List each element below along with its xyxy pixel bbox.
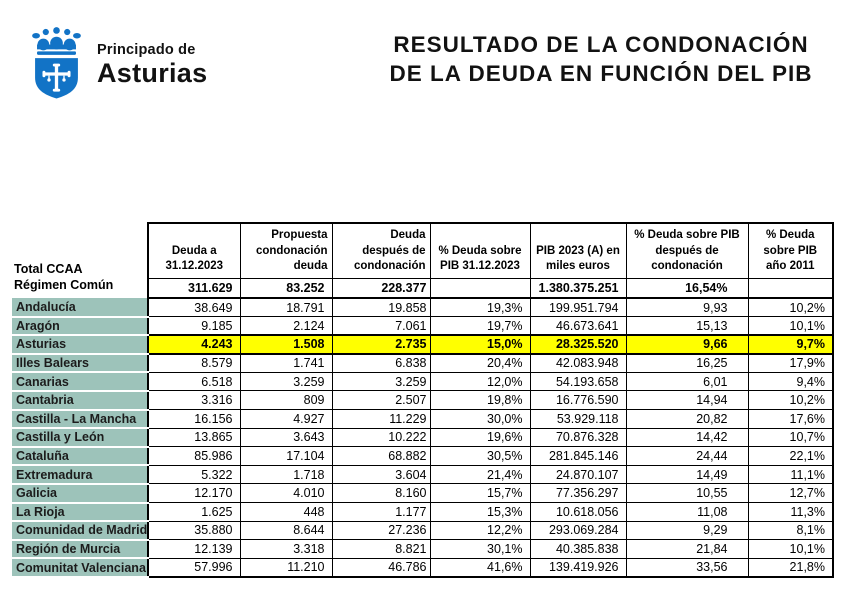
cell: 41,6% — [430, 558, 530, 577]
table-row — [12, 372, 833, 391]
column-header-3: % Deuda sobre PIB 31.12.2023 — [430, 223, 530, 278]
cell: 57.996 — [148, 558, 240, 577]
table-row — [12, 354, 833, 373]
cell: 10,1% — [748, 540, 833, 559]
cell: 20,4% — [430, 354, 530, 373]
cell: 10,2% — [748, 298, 833, 317]
region-label: La Rioja — [12, 503, 148, 522]
brand-line1: Principado de — [97, 42, 196, 58]
cell: 6.838 — [332, 354, 430, 373]
cell: 30,5% — [430, 447, 530, 466]
cell: 19,8% — [430, 391, 530, 410]
cell: 19,7% — [430, 317, 530, 336]
cell: 77.356.297 — [530, 484, 626, 503]
total-cell-0: 311.629 — [148, 278, 240, 298]
table-row — [12, 298, 833, 317]
cell: 13.865 — [148, 428, 240, 447]
cell: 30,0% — [430, 410, 530, 429]
column-header-1: Propuesta condonación deuda — [240, 223, 332, 278]
table-body — [12, 298, 833, 577]
cell: 3.259 — [332, 372, 430, 391]
cell: 19.858 — [332, 298, 430, 317]
cell: 19,6% — [430, 428, 530, 447]
cell: 1.508 — [240, 335, 332, 354]
region-label: Galicia — [12, 484, 148, 503]
table-row — [12, 391, 833, 410]
cell: 15,13 — [626, 317, 748, 336]
cell: 7.061 — [332, 317, 430, 336]
cell: 1.718 — [240, 465, 332, 484]
cell: 448 — [240, 503, 332, 522]
cell: 10,55 — [626, 484, 748, 503]
table-row — [12, 335, 833, 354]
table-row — [12, 410, 833, 429]
cell: 9,93 — [626, 298, 748, 317]
header-row — [12, 223, 833, 278]
cell: 16.776.590 — [530, 391, 626, 410]
cell: 10.618.056 — [530, 503, 626, 522]
corner-label-line2: Régimen Común — [14, 277, 114, 292]
corner-label — [12, 223, 148, 298]
cell: 12,2% — [430, 521, 530, 540]
cell: 4.243 — [148, 335, 240, 354]
region-label: Aragón — [12, 317, 148, 336]
table-row — [12, 465, 833, 484]
cell: 1.177 — [332, 503, 430, 522]
cell: 9,4% — [748, 372, 833, 391]
cell: 9,7% — [748, 335, 833, 354]
table-row — [12, 503, 833, 522]
cell: 11.210 — [240, 558, 332, 577]
cell: 15,7% — [430, 484, 530, 503]
table-row — [12, 521, 833, 540]
region-label: Comunidad de Madrid — [12, 521, 148, 540]
total-cell-3 — [430, 278, 530, 298]
total-cell-5: 16,54% — [626, 278, 748, 298]
cell: 17,6% — [748, 410, 833, 429]
corner-label-line1: Total CCAA — [14, 262, 83, 276]
cell: 281.845.146 — [530, 447, 626, 466]
page-title-line2: DE LA DEUDA EN FUNCIÓN DEL PIB — [389, 60, 813, 86]
region-label: Canarias — [12, 372, 148, 391]
table-row — [12, 317, 833, 336]
cell: 19,3% — [430, 298, 530, 317]
cell: 11.229 — [332, 410, 430, 429]
cell: 17.104 — [240, 447, 332, 466]
cell: 9,66 — [626, 335, 748, 354]
cell: 8.579 — [148, 354, 240, 373]
cell: 17,9% — [748, 354, 833, 373]
region-label: Región de Murcia — [12, 540, 148, 559]
asturias-logo-icon — [29, 26, 84, 100]
cell: 1.741 — [240, 354, 332, 373]
cell: 12,7% — [748, 484, 833, 503]
cell: 10.222 — [332, 428, 430, 447]
cell: 11,3% — [748, 503, 833, 522]
cell: 16,25 — [626, 354, 748, 373]
cell: 40.385.838 — [530, 540, 626, 559]
debt-table — [12, 222, 834, 578]
region-label: Extremadura — [12, 465, 148, 484]
cell: 11,08 — [626, 503, 748, 522]
region-label: Castilla y León — [12, 428, 148, 447]
cell: 10,1% — [748, 317, 833, 336]
table-row — [12, 540, 833, 559]
cell: 1.625 — [148, 503, 240, 522]
cell: 53.929.118 — [530, 410, 626, 429]
cell: 14,49 — [626, 465, 748, 484]
cell: 85.986 — [148, 447, 240, 466]
cell: 46.673.641 — [530, 317, 626, 336]
cell: 15,0% — [430, 335, 530, 354]
column-header-2: Deuda después de condonación — [332, 223, 430, 278]
region-label: Castilla - La Mancha — [12, 410, 148, 429]
cell: 3.643 — [240, 428, 332, 447]
cell: 21,8% — [748, 558, 833, 577]
cell: 12.139 — [148, 540, 240, 559]
cell: 3.316 — [148, 391, 240, 410]
cell: 3.318 — [240, 540, 332, 559]
cell: 10,7% — [748, 428, 833, 447]
cell: 68.882 — [332, 447, 430, 466]
region-label: Illes Balears — [12, 354, 148, 373]
region-label: Cataluña — [12, 447, 148, 466]
cell: 27.236 — [332, 521, 430, 540]
cell: 24,44 — [626, 447, 748, 466]
cell: 8.821 — [332, 540, 430, 559]
region-label: Andalucía — [12, 298, 148, 317]
total-cell-4: 1.380.375.251 — [530, 278, 626, 298]
cell: 6,01 — [626, 372, 748, 391]
page-title — [368, 31, 834, 88]
column-header-4: PIB 2023 (A) en miles euros — [530, 223, 626, 278]
cell: 4.010 — [240, 484, 332, 503]
table-row — [12, 558, 833, 577]
cell: 8,1% — [748, 521, 833, 540]
cell: 35.880 — [148, 521, 240, 540]
cell: 12,0% — [430, 372, 530, 391]
cell: 70.876.328 — [530, 428, 626, 447]
total-cell-1: 83.252 — [240, 278, 332, 298]
column-header-0: Deuda a 31.12.2023 — [148, 223, 240, 278]
region-label: Cantabria — [12, 391, 148, 410]
cell: 3.259 — [240, 372, 332, 391]
cell: 38.649 — [148, 298, 240, 317]
page-title-line1: RESULTADO DE LA CONDONACIÓN — [393, 32, 809, 57]
cell: 9.185 — [148, 317, 240, 336]
cell: 15,3% — [430, 503, 530, 522]
cell: 8.160 — [332, 484, 430, 503]
cell: 21,84 — [626, 540, 748, 559]
cell: 21,4% — [430, 465, 530, 484]
cell: 33,56 — [626, 558, 748, 577]
region-label: Comunitat Valenciana — [12, 558, 148, 577]
cell: 9,29 — [626, 521, 748, 540]
cell: 6.518 — [148, 372, 240, 391]
brand-block — [29, 26, 207, 100]
cell: 11,1% — [748, 465, 833, 484]
cell: 14,42 — [626, 428, 748, 447]
cell: 14,94 — [626, 391, 748, 410]
debt-table-wrapper — [12, 222, 834, 578]
region-label: Asturias — [12, 335, 148, 354]
cell: 293.069.284 — [530, 521, 626, 540]
cell: 4.927 — [240, 410, 332, 429]
brand-line2: Asturias — [97, 57, 208, 88]
table-row — [12, 484, 833, 503]
cell: 809 — [240, 391, 332, 410]
cell: 16.156 — [148, 410, 240, 429]
cell: 24.870.107 — [530, 465, 626, 484]
cell: 2.735 — [332, 335, 430, 354]
table-row — [12, 447, 833, 466]
cell: 5.322 — [148, 465, 240, 484]
cell: 42.083.948 — [530, 354, 626, 373]
table-row — [12, 428, 833, 447]
cell: 46.786 — [332, 558, 430, 577]
cell: 54.193.658 — [530, 372, 626, 391]
column-header-6: % Deuda sobre PIB año 2011 — [748, 223, 833, 278]
cell: 199.951.794 — [530, 298, 626, 317]
column-header-5: % Deuda sobre PIB después de condonación — [626, 223, 748, 278]
cell: 3.604 — [332, 465, 430, 484]
brand-text — [97, 26, 207, 87]
total-cell-6 — [748, 278, 833, 298]
cell: 139.419.926 — [530, 558, 626, 577]
cell: 8.644 — [240, 521, 332, 540]
total-cell-2: 228.377 — [332, 278, 430, 298]
cell: 18.791 — [240, 298, 332, 317]
cell: 28.325.520 — [530, 335, 626, 354]
cell: 2.507 — [332, 391, 430, 410]
cell: 30,1% — [430, 540, 530, 559]
cell: 20,82 — [626, 410, 748, 429]
cell: 22,1% — [748, 447, 833, 466]
cell: 12.170 — [148, 484, 240, 503]
cell: 10,2% — [748, 391, 833, 410]
cell: 2.124 — [240, 317, 332, 336]
